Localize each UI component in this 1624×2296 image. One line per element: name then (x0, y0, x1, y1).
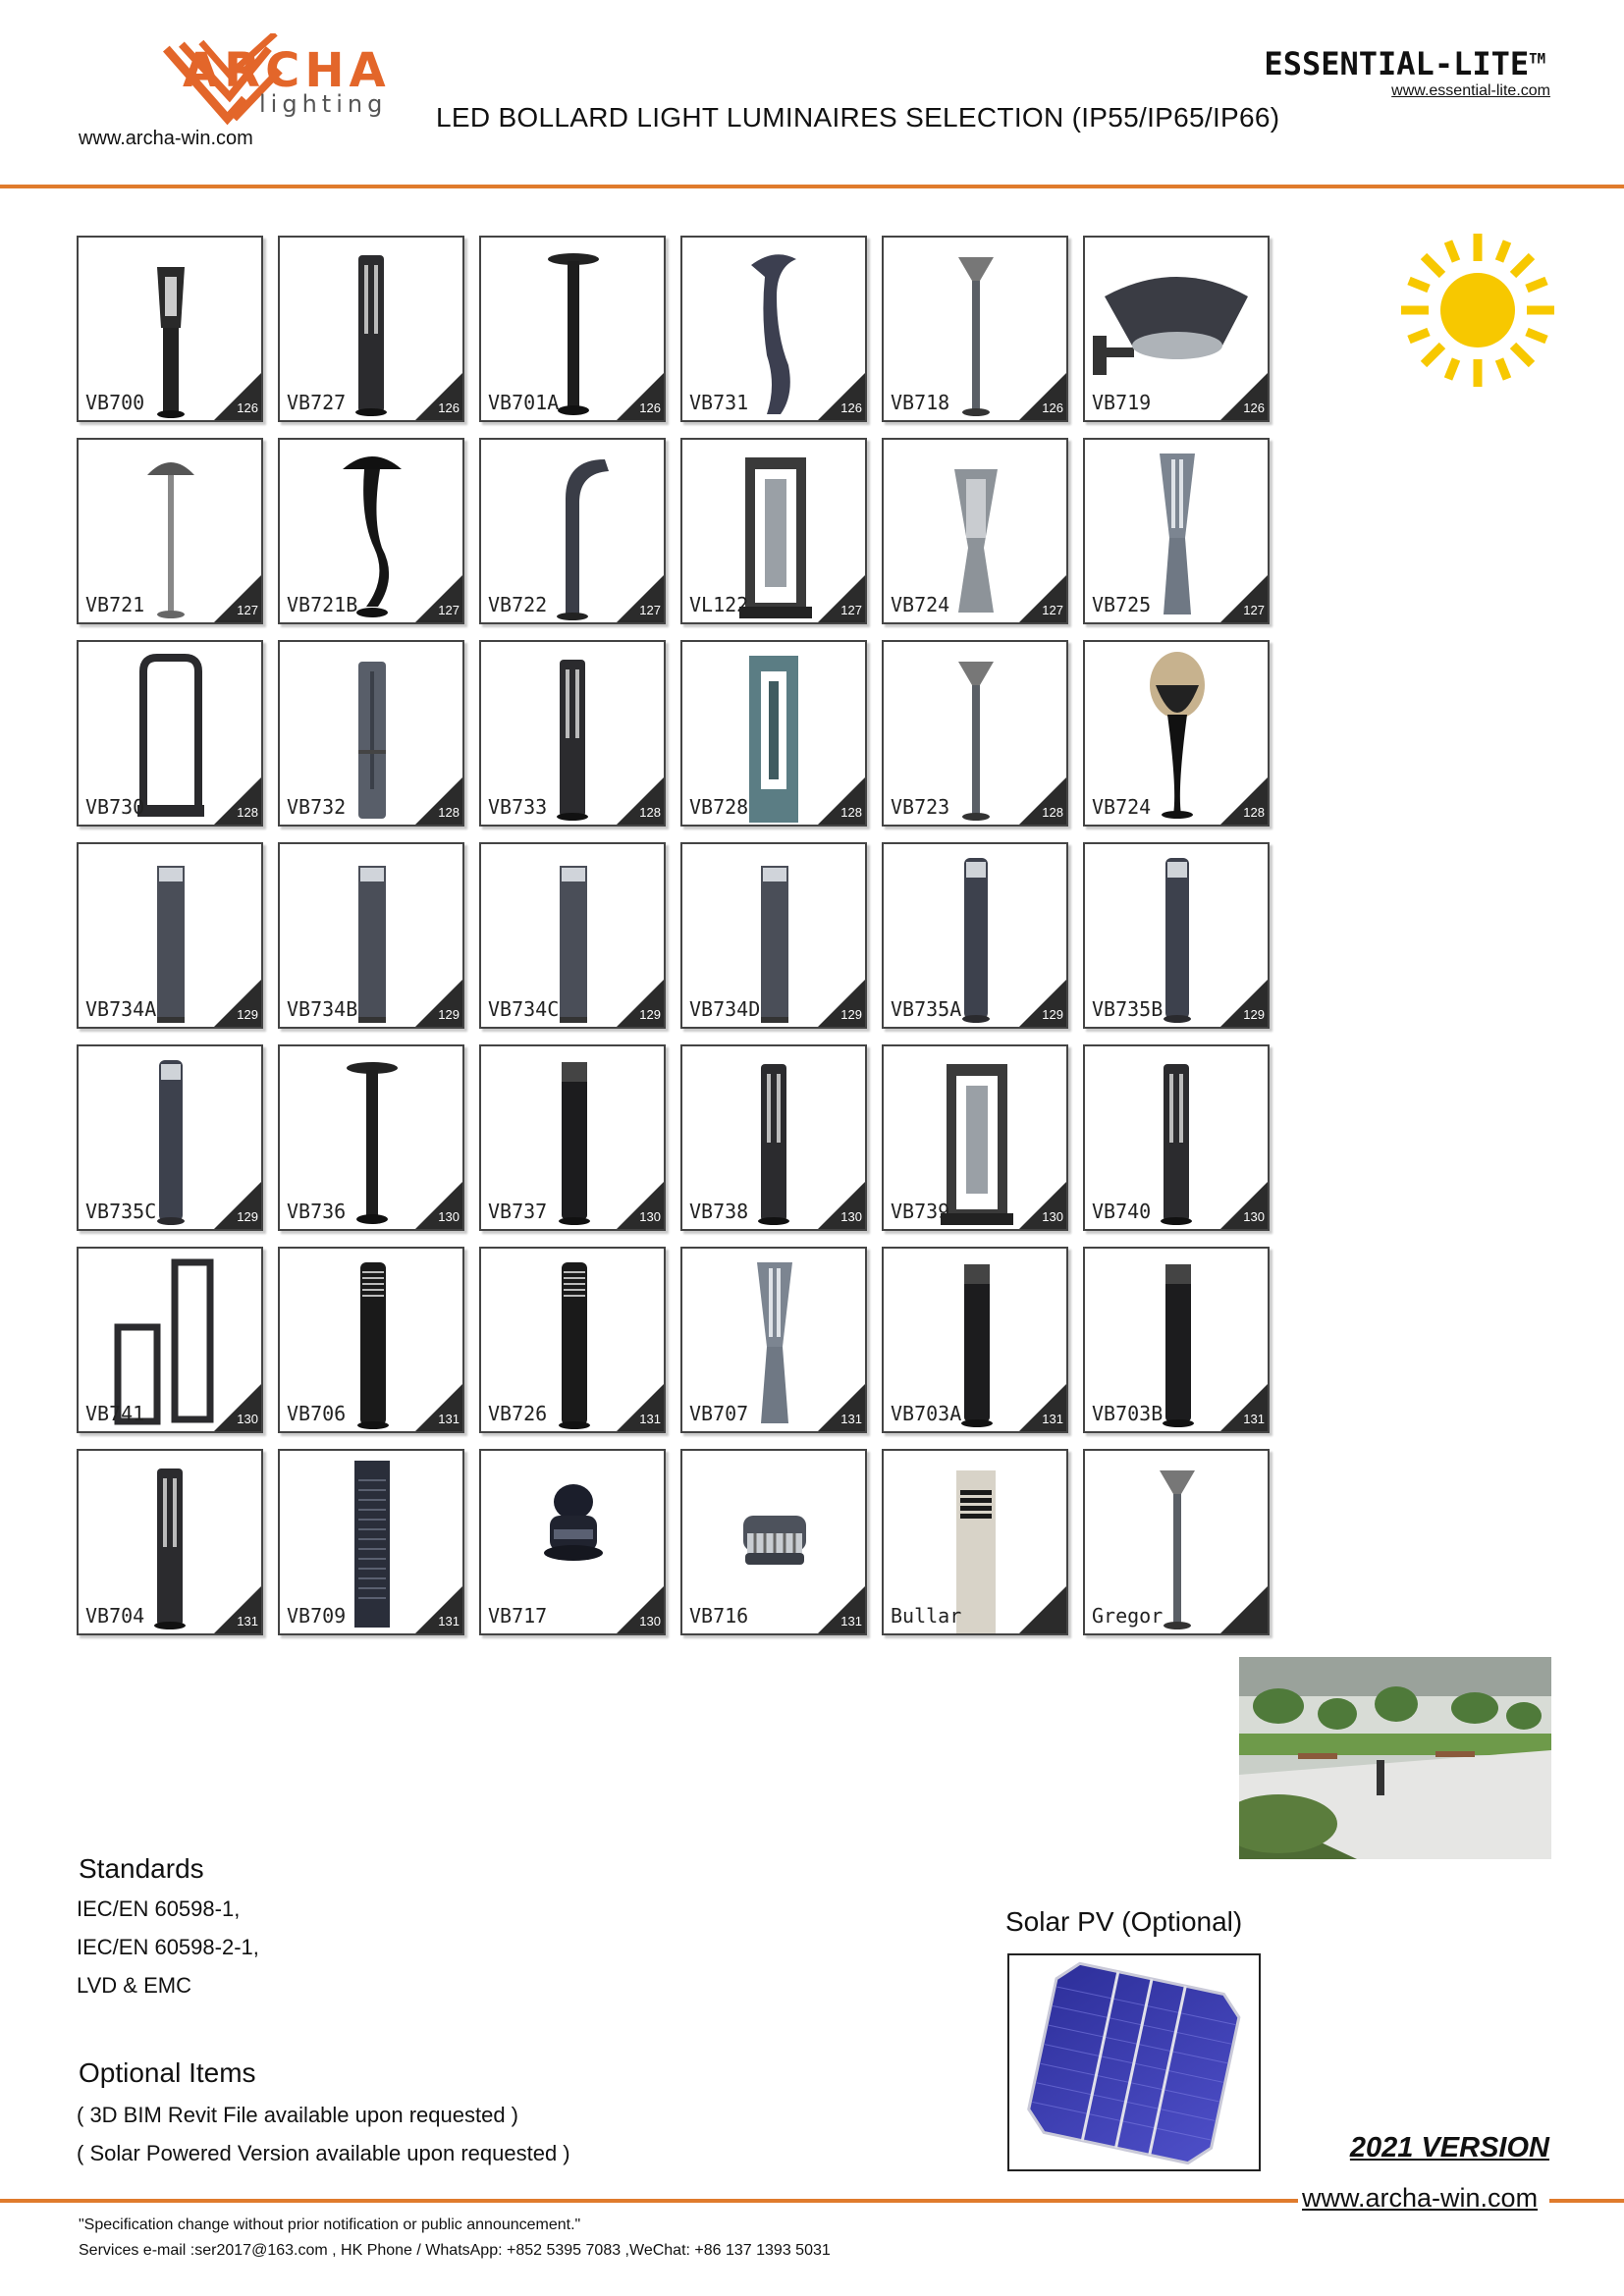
header-divider (0, 185, 1624, 188)
trademark-mark: TM (1529, 51, 1545, 68)
product-card[interactable] (77, 842, 263, 1029)
product-card[interactable] (278, 640, 464, 827)
product-card[interactable] (882, 438, 1068, 624)
installation-photo (1239, 1657, 1551, 1859)
catalog-page-number: 130 (438, 1209, 460, 1224)
logo-subtext: lighting (259, 90, 388, 118)
product-code: VB706 (287, 1402, 347, 1425)
product-code: VB735C (85, 1200, 157, 1223)
catalog-page-number: 131 (1042, 1412, 1063, 1426)
product-card[interactable] (278, 1044, 464, 1231)
product-code: Bullar (891, 1604, 962, 1628)
product-card[interactable] (680, 1449, 867, 1635)
product-code: VB738 (689, 1200, 749, 1223)
catalog-page-number: 127 (237, 603, 258, 617)
footer-website-link[interactable]: www.archa-win.com (1298, 2183, 1542, 2214)
catalog-page-number: 128 (840, 805, 862, 820)
product-code: VB735A (891, 997, 962, 1021)
product-code: VB741 (85, 1402, 145, 1425)
product-card[interactable] (882, 236, 1068, 422)
catalog-page-number: 130 (1042, 1209, 1063, 1224)
disclaimer-text: "Specification change without prior notification or public announcement." (79, 2216, 581, 2233)
product-card[interactable] (680, 842, 867, 1029)
catalog-page-number: 128 (639, 805, 661, 820)
product-card[interactable] (278, 842, 464, 1029)
product-code: VB735B (1092, 997, 1164, 1021)
product-code: VB709 (287, 1604, 347, 1628)
catalog-page-number: 130 (237, 1412, 258, 1426)
catalog-page-number: 129 (438, 1007, 460, 1022)
catalog-page-number: 130 (639, 1209, 661, 1224)
catalog-page-number: 131 (237, 1614, 258, 1629)
catalog-page-number: 129 (840, 1007, 862, 1022)
catalog-page-number: 126 (840, 400, 862, 415)
catalog-page-number: 128 (438, 805, 460, 820)
catalog-page-number: 130 (840, 1209, 862, 1224)
catalog-page-number: 127 (639, 603, 661, 617)
product-card[interactable] (479, 236, 666, 422)
brand-name: ESSENTIAL-LITE™ (1264, 45, 1545, 82)
catalog-page-number: 131 (639, 1412, 661, 1426)
product-code: VB734C (488, 997, 560, 1021)
catalog-page-number: 126 (1042, 400, 1063, 415)
product-card[interactable] (278, 236, 464, 422)
product-code: VB739 (891, 1200, 950, 1223)
product-code: VB718 (891, 391, 950, 414)
product-code: VB723 (891, 795, 950, 819)
product-code: VB728 (689, 795, 749, 819)
product-card[interactable] (77, 640, 263, 827)
product-card[interactable] (479, 438, 666, 624)
product-code: VB734A (85, 997, 157, 1021)
sun-icon (1399, 232, 1556, 389)
product-card[interactable] (479, 1247, 666, 1433)
product-card[interactable] (882, 640, 1068, 827)
catalog-page-number: 129 (1243, 1007, 1265, 1022)
product-code: VB704 (85, 1604, 145, 1628)
catalog-page-number: 126 (639, 400, 661, 415)
product-card[interactable] (1083, 236, 1270, 422)
contact-info: Services e-mail :ser2017@163.com , HK Phone / WhatsApp: +852 5395 7083 ,WeChat: +86 137 1393 5031 (79, 2242, 831, 2259)
version-label: 2021 VERSION (1349, 2132, 1549, 2163)
product-code: VB727 (287, 391, 347, 414)
product-code: VB733 (488, 795, 548, 819)
product-code: VB724 (1092, 795, 1152, 819)
product-card[interactable] (882, 1044, 1068, 1231)
footer-divider (0, 2199, 1298, 2203)
product-card[interactable] (1083, 1044, 1270, 1231)
catalog-page-number: 128 (237, 805, 258, 820)
catalog-page-number: 127 (840, 603, 862, 617)
catalog-page-number: 127 (1042, 603, 1063, 617)
catalog-page-number: 127 (1243, 603, 1265, 617)
footer-divider (1549, 2199, 1624, 2203)
page-tab (1018, 1585, 1067, 1634)
product-code: VB730 (85, 795, 145, 819)
optional-items-heading: Optional Items (79, 2057, 256, 2088)
solar-pv-heading: Solar PV (Optional) (1005, 1906, 1243, 1937)
product-code: VB732 (287, 795, 347, 819)
product-card[interactable] (278, 1247, 464, 1433)
product-card[interactable] (77, 1247, 263, 1433)
website-link[interactable]: www.archa-win.com (79, 128, 253, 149)
product-card[interactable] (278, 438, 464, 624)
optional-item: ( Solar Powered Version available upon requested ) (77, 2141, 570, 2165)
optional-item: ( 3D BIM Revit File available upon requested ) (77, 2103, 518, 2127)
product-card[interactable] (680, 640, 867, 827)
logo-text: ARCHA (183, 43, 391, 98)
standards-heading: Standards (79, 1853, 204, 1884)
product-card[interactable] (882, 842, 1068, 1029)
product-code: VB724 (891, 593, 950, 616)
product-card[interactable] (479, 640, 666, 827)
catalog-page-number: 131 (840, 1614, 862, 1629)
catalog-page-number: 129 (237, 1209, 258, 1224)
product-code: VB722 (488, 593, 548, 616)
product-code: VB725 (1092, 593, 1152, 616)
product-code: VB721 (85, 593, 145, 616)
product-card[interactable] (1083, 1449, 1270, 1635)
product-card[interactable] (479, 1449, 666, 1635)
product-code: VL122 (689, 593, 749, 616)
product-code: VB703A (891, 1402, 962, 1425)
catalog-page-number: 131 (840, 1412, 862, 1426)
catalog-page-number: 131 (1243, 1412, 1265, 1426)
catalog-page-number: 130 (639, 1614, 661, 1629)
product-code: VB703B (1092, 1402, 1164, 1425)
product-card[interactable] (1083, 1247, 1270, 1433)
product-code: VB707 (689, 1402, 749, 1425)
product-card[interactable] (882, 1449, 1068, 1635)
catalog-page-number: 130 (1243, 1209, 1265, 1224)
catalog-page-number: 126 (237, 400, 258, 415)
page-title: LED BOLLARD LIGHT LUMINAIRES SELECTION (IP55/IP65/IP66) (436, 102, 1280, 133)
catalog-page-number: 126 (1243, 400, 1265, 415)
product-card[interactable] (680, 1247, 867, 1433)
product-code: VB700 (85, 391, 145, 414)
product-card[interactable] (77, 236, 263, 422)
catalog-page-number: 126 (438, 400, 460, 415)
product-code: VB721B (287, 593, 358, 616)
product-code: VB734B (287, 997, 358, 1021)
catalog-page-number: 128 (1243, 805, 1265, 820)
product-code: VB736 (287, 1200, 347, 1223)
product-card[interactable] (77, 1044, 263, 1231)
solar-panel-image (1007, 1953, 1261, 2171)
product-card[interactable] (680, 236, 867, 422)
product-code: Gregor (1092, 1604, 1164, 1628)
product-code: VB737 (488, 1200, 548, 1223)
product-code: VB740 (1092, 1200, 1152, 1223)
product-card[interactable] (1083, 640, 1270, 827)
catalog-page-number: 129 (1042, 1007, 1063, 1022)
standards-item: IEC/EN 60598-1, (77, 1896, 241, 1921)
product-card[interactable] (680, 438, 867, 624)
catalog-page-number: 127 (438, 603, 460, 617)
product-code: VB716 (689, 1604, 749, 1628)
product-card[interactable] (882, 1247, 1068, 1433)
product-card[interactable] (479, 842, 666, 1029)
product-code: VB719 (1092, 391, 1152, 414)
product-card[interactable] (77, 438, 263, 624)
product-code: VB717 (488, 1604, 548, 1628)
catalog-page-number: 128 (1042, 805, 1063, 820)
product-card[interactable] (77, 1449, 263, 1635)
page-tab (1219, 1585, 1269, 1634)
product-card[interactable] (479, 1044, 666, 1231)
standards-item: IEC/EN 60598-2-1, (77, 1935, 259, 1959)
product-card[interactable] (1083, 438, 1270, 624)
product-card[interactable] (680, 1044, 867, 1231)
product-code: VB734D (689, 997, 761, 1021)
brand-website-link[interactable]: www.essential-lite.com (1391, 82, 1550, 99)
product-code: VB701A (488, 391, 560, 414)
product-card[interactable] (278, 1449, 464, 1635)
catalog-page-number: 131 (438, 1614, 460, 1629)
product-code: VB726 (488, 1402, 548, 1425)
catalog-page-number: 129 (237, 1007, 258, 1022)
catalog-page-number: 129 (639, 1007, 661, 1022)
product-code: VB731 (689, 391, 749, 414)
product-card[interactable] (1083, 842, 1270, 1029)
standards-item: LVD & EMC (77, 1973, 191, 1998)
product-grid (77, 236, 1274, 1635)
catalog-page-number: 131 (438, 1412, 460, 1426)
